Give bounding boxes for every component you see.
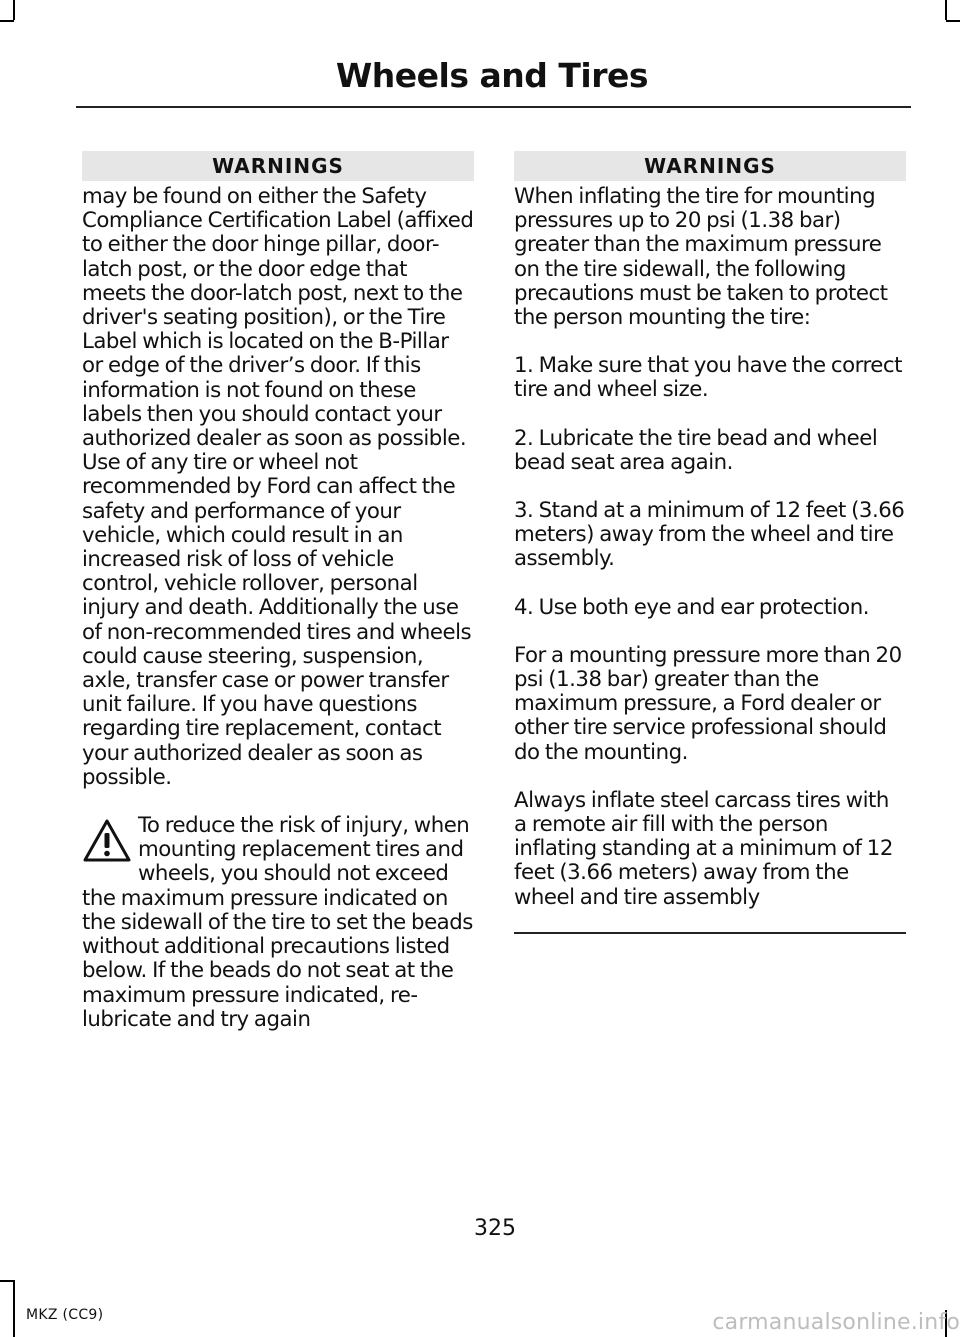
watermark: carmanualsonline.info xyxy=(712,1310,960,1335)
warnings-heading: WARNINGS xyxy=(514,151,906,181)
crop-mark xyxy=(13,1280,15,1337)
warning-block xyxy=(82,814,474,1032)
left-column xyxy=(82,151,474,1032)
warning-continued-text: may be found on either the Safety Compliance Certification Label (affixed to either the door hinge pillar, door-latch post, or the door edge that meets the door-latch post, next to the driver's seating position), or the Tire Label which is located on the B-Pillar or edge of the driver’s door. If this information is not found on these labels then you should contact your authorized dealer as soon as possible. Use of any tire or wheel not recommended by Ford can affect the safety and performance of your vehicle, which could result in an increased risk of loss of vehicle control, vehicle rollover, personal injury and death. Additionally the use of non-recommended tires and wheels could cause steering, suspension, axle, transfer case or power transfer unit failure. If you have questions regarding tire replacement, contact your authorized dealer as soon as possible. xyxy=(82,184,474,790)
warning-triangle-icon xyxy=(82,818,132,864)
crop-mark xyxy=(13,0,15,20)
crop-mark xyxy=(0,1280,14,1282)
list-item: 2. Lubricate the tire bead and wheel bead seat area again. xyxy=(514,425,878,475)
crop-mark xyxy=(946,20,960,22)
list-item: 3. Stand at a minimum of 12 feet (3.66 meters) away from the wheel and tire assembly. xyxy=(514,498,905,572)
list-item: 1. Make sure that you have the correct tire and wheel size. xyxy=(514,353,902,403)
warning-text: To reduce the risk of injury, when mounting replacement tires and wheels, you should not exceed the maximum pressure indicated on the sidewall of the tire to set the beads without additional precautions listed below. If the beads do not seat at the maximum pressure indicated, re-lubricate and try again xyxy=(82,813,473,1032)
warning-end-divider xyxy=(514,932,906,934)
paragraph-steel-carcass: Always inflate steel carcass tires with a remote air fill with the person inflating standing at a minimum of 12 feet (3.66 meters) away from the wheel and tire assembly xyxy=(514,787,893,910)
list-item: 4. Use both eye and ear protection. xyxy=(514,594,869,620)
crop-mark xyxy=(945,0,947,20)
paragraph-intro: When inflating the tire for mounting pressures up to 20 psi (1.38 bar) greater than the maximum pressure on the tire sidewall, the following precautions must be taken to protect the person mounting the tire: xyxy=(514,184,888,331)
right-column xyxy=(514,151,906,934)
page-title: Wheels and Tires xyxy=(335,56,648,95)
header-divider xyxy=(76,106,911,108)
page-number: 325 xyxy=(474,1216,516,1241)
paragraph-dealer: For a mounting pressure more than 20 psi (1.38 bar) greater than the maximum pressure, a Ford dealer or other tire service professional should do the mounting. xyxy=(514,642,902,765)
crop-mark xyxy=(0,20,14,22)
warnings-heading: WARNINGS xyxy=(82,151,474,181)
footer-model: MKZ (CC9) xyxy=(26,1307,104,1323)
